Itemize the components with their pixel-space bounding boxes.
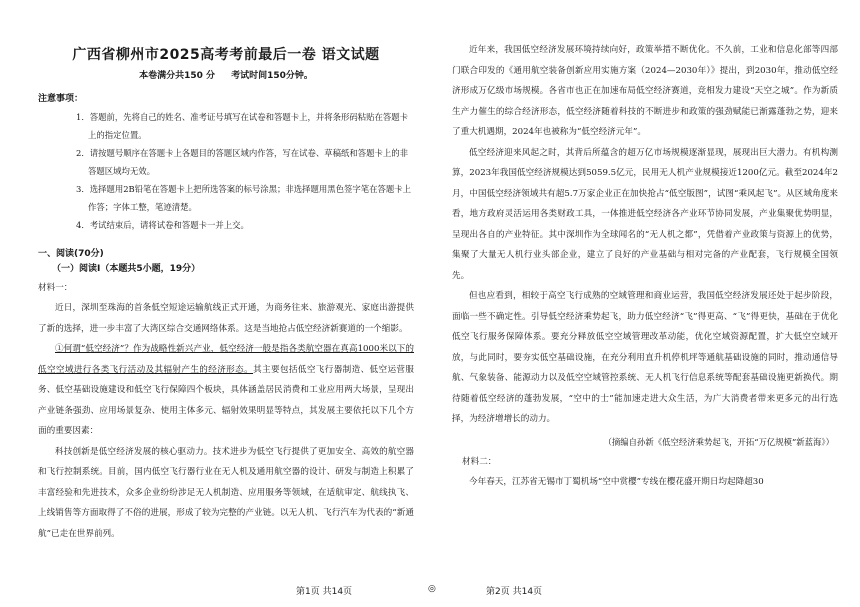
notice-heading: 注意事项： xyxy=(38,94,84,104)
paragraph: 今年春天，江苏省无锡市丁蜀机场“空中赏樱”专线在樱花盛开期日均起降超30 xyxy=(469,476,764,487)
page-number-left: 第1页 共14页 xyxy=(296,587,353,597)
exam-time: 考试时间150分钟。 xyxy=(231,71,313,81)
material-two-label: 材料二： xyxy=(462,456,497,467)
total-score: 本卷满分共150 分 xyxy=(139,71,216,81)
material-one-label: 材料一： xyxy=(38,283,73,293)
notice-item: 2．请按题号顺序在答题卡上各题目的答题区域内作答，写在试卷、草稿纸和答题卡上的非答题区域均无效。 xyxy=(76,148,408,176)
notice-item: 4．考试结束后，请将试卷和答题卡一并上交。 xyxy=(76,220,249,230)
paragraph: 但也应看到，相较于高空飞行成熟的空域管理和商业运营，我国低空经济发展还处于起步阶段，面临一些不确定性。引导低空经济乘势起飞，助力低空经济“飞”得更高、“飞”得更快，基础在于优化低空飞行服务保障体系。要充分释放低空空域管理改革动能，优化空域资源配置，扩大低空空域开放，与此同时，要夯实低空基础设施，在充分利用直升机停机坪等通航基础设施的同时，推动通信导航、气象装备、能源动力以及低空空域管控系统、无人机飞行信息系统等配套基础设施更新换代。期待随着低空经济的蓬勃发展，“空中的士”能加速走进大众生活，为广大消费者带来更多元的出行选择，为经济增增长的动力。 xyxy=(452,291,838,424)
notice-item: 1．答题前，先将自己的姓名、准考证号填写在试卷和答题卡上，并将条形码粘贴在答题卡上的指定位置。 xyxy=(76,112,408,140)
paragraph: 低空经济迎来风起之时，其背后所蕴含的超万亿市场规模逐渐显现，展现出巨大潜力。有机构测算，2023年我国低空经济规模达到5059.5亿元，民用无人机产业规模接近1200亿元。截至2024年2月，中国低空经济领域共有超5.7万家企业正在加快抢占“低空版图”，试图“乘风起飞”。从区域角度来看，地方政府灵活运用各类财政工具，一体推进低空经济各产业环节协同发展，产业集聚优势明显，呈现出各自的产业特征。其中深圳作为全球闻名的“无人机之都”，凭借着产业政策与资源上的优势，集聚了大量无人机行业头部企业，建立了良好的产业基础与相对完备的产业配套，飞行规模全国领先。 xyxy=(452,147,838,281)
exam-subtitle xyxy=(38,68,414,81)
paragraph: 近日，深圳至珠海的首条低空短途运输航线正式开通，为商务往来、旅游观光、家庭出游提供了新的选择，进一步丰富了大湾区综合交通网络体系。这是当地抢占低空经济新赛道的一个缩影。 xyxy=(38,303,414,334)
paragraph: 近年来，我国低空经济发展环境持续向好，政策举措不断优化。不久前，工业和信息化部等四部门联合印发的《通用航空装备创新应用实施方案（2024—2030年）》提出，到2030年，推动低空经济形成万亿级市场规模。各省市也正在加速布局低空经济赛道，竞相发力建设“天空之城”。作为新质生产力催生的综合经济形态，低空经济随着科技的不断进步和政策的强劲赋能已渐露蓬勃之势，迎来了重大机遇期，2024年也被称为“低空经济元年”。 xyxy=(452,45,838,137)
notice-list xyxy=(62,108,414,234)
underlined-sentence: ①何谓“低空经济”？作为战略性新兴产业，低空经济一般是指各类航空器在真高1000米以下的低空空域进行各类飞行活动及其辐射产生的经济形态。 xyxy=(38,344,414,375)
paragraph: 科技创新是低空经济发展的核心驱动力。技术进步为低空飞行提供了更加安全、高效的航空器和飞行控制系统。目前，国内低空飞行器行业在无人机及通用航空器的设计、研发与制造上积累了丰富经验和先进技术，众多企业纷纷涉足无人机制造、应用服务等领域，在适航审定、航线执飞、上线销售等方面取得了不俗的进展，形成了较为完整的产业链。以无人机、飞行汽车为代表的“新通航”已走在世界前列。 xyxy=(38,446,414,539)
section-heading: 一、阅读(70分) xyxy=(38,249,104,259)
paragraph-text: 其主要包括低空飞行器制造、低空运营服务、低空基础设施建设和低空飞行保障四个板块，具体涵盖居民消费和工业应用两大场景，呈现出产业链条强劲、应用场景复杂、使用主体多元、辐射效果明显等特点，其发展主要依托以下几个方面的重要因素： xyxy=(38,364,414,436)
footer-symbol: ◎ xyxy=(428,584,436,594)
paragraph xyxy=(38,339,414,442)
source-note: （摘编自孙新《低空经济乘势起飞，开拓“万亿规模”新蓝海》） xyxy=(603,436,834,447)
exam-title: 广西省柳州市2025高考考前最后一卷 语文试题 xyxy=(72,47,380,63)
right-page xyxy=(430,0,860,607)
notice-item: 3．选择题用2B铅笔在答题卡上把所选答案的标号涂黑；非选择题用黑色签字笔在答题卡上作答；字体工整，笔迹清楚。 xyxy=(76,184,412,212)
page-number-right: 第2页 共14页 xyxy=(486,587,543,597)
subsection-heading: （一）阅读Ⅰ（本题共5小题，19分） xyxy=(52,264,201,274)
